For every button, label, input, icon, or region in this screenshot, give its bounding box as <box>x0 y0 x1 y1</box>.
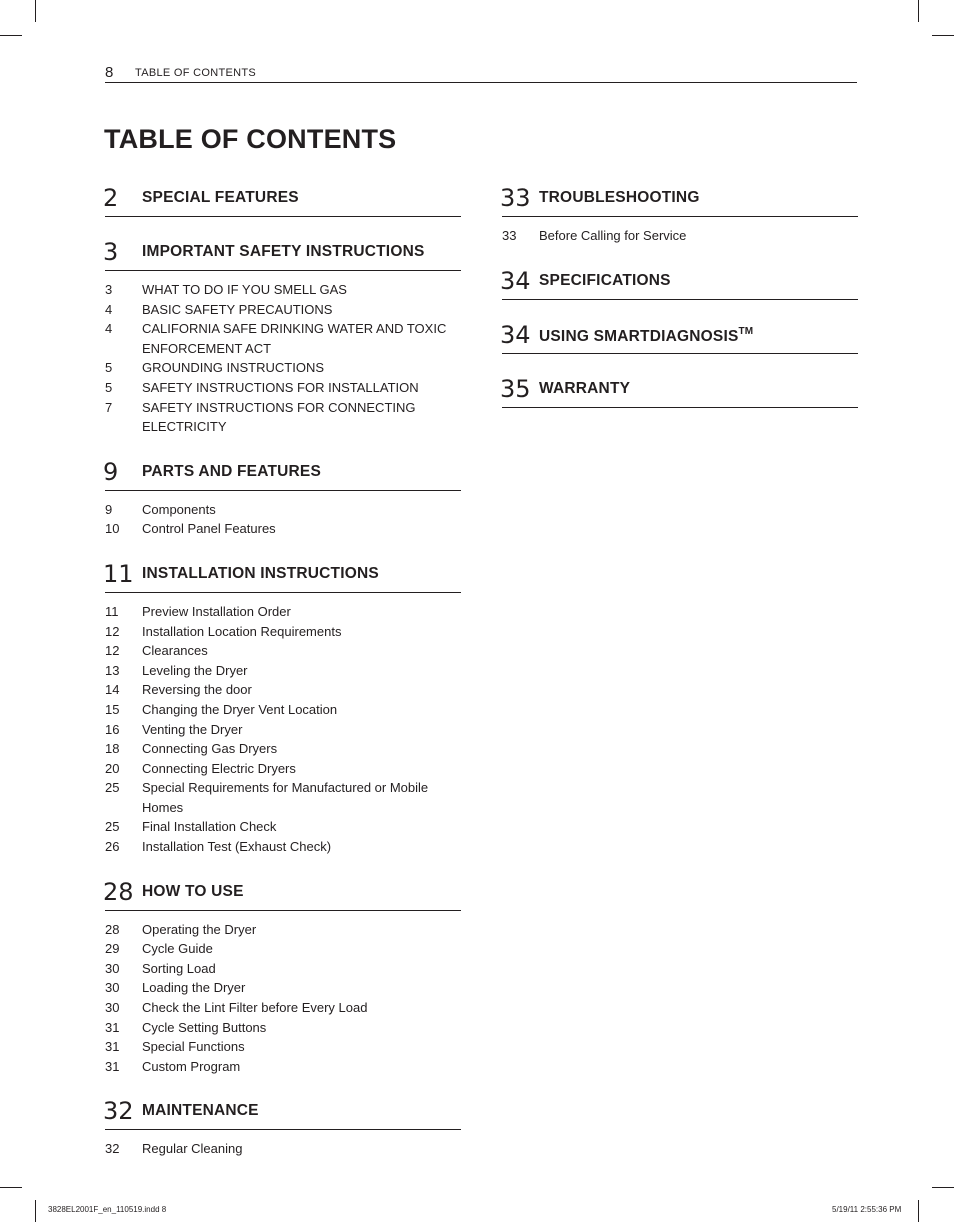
entry-list <box>105 271 461 437</box>
section-page-number: 9 <box>103 457 119 486</box>
section-title-text: WARRANTY <box>539 379 631 397</box>
toc-entry[interactable] <box>105 837 461 857</box>
crop-mark <box>35 1200 36 1222</box>
section-title <box>142 565 379 583</box>
toc-entry[interactable] <box>105 778 461 817</box>
section-title-text: USING SMARTDIAGNOSIS <box>539 327 739 345</box>
section-heading[interactable] <box>105 1093 461 1130</box>
entry-title: Cycle Setting Buttons <box>142 1019 267 1035</box>
toc-entry[interactable] <box>105 319 461 358</box>
section-page-number: 35 <box>500 374 531 403</box>
section-title <box>539 326 753 346</box>
toc-entry[interactable] <box>105 519 461 539</box>
toc-section <box>105 234 461 437</box>
section-page-number: 33 <box>500 184 531 212</box>
entry-page-number: 3 <box>105 282 113 297</box>
page-number: 8 <box>105 64 114 81</box>
entry-title: Before Calling for Service <box>539 228 687 243</box>
section-title <box>539 272 671 290</box>
entry-page-number: 14 <box>105 682 120 698</box>
section-title-text: MAINTENANCE <box>142 1102 259 1120</box>
entry-title: Special Functions <box>142 1039 245 1055</box>
toc-section <box>502 180 858 246</box>
crop-mark <box>918 0 919 22</box>
entry-title: Installation Location Requirements <box>142 623 342 639</box>
section-page-number: 32 <box>103 1097 134 1126</box>
section-page-number: 28 <box>103 877 134 906</box>
entry-title: Preview Installation Order <box>142 603 291 619</box>
toc-entry[interactable] <box>105 817 461 837</box>
section-title <box>539 189 700 207</box>
entry-title: Custom Program <box>142 1058 241 1074</box>
toc-left-column <box>105 180 461 1176</box>
crop-mark <box>932 1187 954 1188</box>
section-title-text: TROUBLESHOOTING <box>539 189 700 206</box>
toc-section <box>105 874 461 1077</box>
section-title <box>539 380 630 398</box>
entry-list <box>105 911 461 1077</box>
section-page-number: 3 <box>103 238 119 266</box>
entry-title: CALIFORNIA SAFE DRINKING WATER AND TOXIC ENFORCEMENT ACT <box>142 321 447 356</box>
entry-title: GROUNDING INSTRUCTIONS <box>142 360 324 376</box>
entry-title: Cycle Guide <box>142 941 213 957</box>
toc-section <box>105 556 461 857</box>
entry-title: Venting the Dryer <box>142 721 243 737</box>
toc-entry[interactable] <box>105 700 461 720</box>
entry-page-number: 28 <box>105 921 120 937</box>
entry-page-number: 5 <box>105 360 113 376</box>
entry-page-number: 32 <box>105 1141 120 1157</box>
section-title-text: SPECIAL FEATURES <box>142 189 299 206</box>
entry-page-number: 5 <box>105 379 113 395</box>
print-timestamp: 5/19/11 2:55:36 PM <box>832 1205 902 1214</box>
entry-title: Special Requirements for Manufactured or Mobile Homes <box>142 780 429 815</box>
entry-page-number: 10 <box>105 521 120 537</box>
toc-section <box>502 317 858 354</box>
toc-entry[interactable] <box>105 622 461 642</box>
section-title <box>142 1102 259 1120</box>
entry-page-number: 12 <box>105 643 120 659</box>
toc-entry[interactable] <box>105 1037 461 1057</box>
entry-page-number: 30 <box>105 980 120 996</box>
section-heading[interactable] <box>105 180 461 217</box>
section-title <box>142 243 425 261</box>
entry-title: WHAT TO DO IF YOU SMELL GAS <box>142 282 347 297</box>
toc-section <box>105 180 461 217</box>
toc-entry[interactable] <box>105 939 461 959</box>
entry-list <box>105 1130 461 1159</box>
entry-title: Changing the Dryer Vent Location <box>142 701 338 717</box>
trademark-mark: TM <box>738 325 754 337</box>
section-heading[interactable] <box>502 263 858 300</box>
toc-entry[interactable] <box>105 920 461 940</box>
section-page-number: 34 <box>500 266 531 295</box>
entry-page-number: 16 <box>105 721 120 737</box>
section-heading[interactable] <box>105 556 461 593</box>
entry-title: Connecting Electric Dryers <box>142 760 296 776</box>
section-heading[interactable] <box>502 371 858 408</box>
page-title: TABLE OF CONTENTS <box>104 124 397 154</box>
entry-title: Loading the Dryer <box>142 980 246 996</box>
running-header <box>105 62 857 83</box>
toc-entry[interactable] <box>105 720 461 740</box>
section-title <box>142 189 299 207</box>
entry-title: Operating the Dryer <box>142 921 257 937</box>
toc-section <box>105 454 461 539</box>
entry-title: Clearances <box>142 643 208 659</box>
entry-page-number: 11 <box>105 603 119 619</box>
entry-title: Installation Test (Exhaust Check) <box>142 839 332 855</box>
toc-entry[interactable] <box>105 300 461 320</box>
section-page-number: 2 <box>103 184 119 212</box>
section-heading[interactable] <box>502 317 858 354</box>
entry-list <box>105 491 461 539</box>
entry-page-number: 4 <box>105 301 113 317</box>
entry-title: Leveling the Dryer <box>142 662 248 678</box>
entry-page-number: 26 <box>105 839 120 855</box>
entry-page-number: 7 <box>105 399 113 415</box>
section-title-text: PARTS AND FEATURES <box>142 462 321 480</box>
section-title <box>142 463 321 481</box>
section-title-text: IMPORTANT SAFETY INSTRUCTIONS <box>142 243 425 260</box>
entry-page-number: 15 <box>105 701 120 717</box>
entry-page-number: 31 <box>105 1058 120 1074</box>
section-title-text: INSTALLATION INSTRUCTIONS <box>142 564 379 582</box>
toc-entry[interactable] <box>105 398 461 437</box>
entry-page-number: 31 <box>105 1039 120 1055</box>
entry-title: SAFETY INSTRUCTIONS FOR CONNECTING ELECTRICITY <box>142 399 416 435</box>
toc-entry[interactable] <box>105 500 461 520</box>
running-title: TABLE OF CONTENTS <box>135 67 257 79</box>
entry-list <box>105 593 461 857</box>
entry-title: Regular Cleaning <box>142 1141 243 1157</box>
entry-page-number: 12 <box>105 623 120 639</box>
toc-entry[interactable] <box>105 280 461 300</box>
file-slug: 3828EL2001F_en_110519.indd 8 <box>48 1205 167 1214</box>
toc-entry[interactable] <box>105 680 461 700</box>
section-heading[interactable] <box>105 454 461 491</box>
entry-title: Components <box>142 501 216 517</box>
entry-page-number: 29 <box>105 941 120 957</box>
toc-entry[interactable] <box>105 602 461 622</box>
crop-mark <box>0 35 22 36</box>
entry-list <box>502 217 858 246</box>
toc-section <box>502 263 858 300</box>
toc-entry[interactable] <box>105 661 461 681</box>
entry-page-number: 20 <box>105 760 120 776</box>
entry-title: Final Installation Check <box>142 819 277 835</box>
section-heading[interactable] <box>502 180 858 217</box>
entry-title: Reversing the door <box>142 682 252 698</box>
section-title <box>142 883 244 901</box>
toc-entry[interactable] <box>105 378 461 398</box>
entry-title: Check the Lint Filter before Every Load <box>142 1000 368 1016</box>
entry-title: SAFETY INSTRUCTIONS FOR INSTALLATION <box>142 379 419 395</box>
toc-entry[interactable] <box>105 739 461 759</box>
entry-page-number: 13 <box>105 662 120 678</box>
toc-entry[interactable] <box>105 1018 461 1038</box>
toc-right-column <box>502 180 858 425</box>
toc-entry[interactable] <box>105 978 461 998</box>
entry-title: Sorting Load <box>142 960 216 976</box>
entry-page-number: 25 <box>105 819 120 835</box>
entry-title: BASIC SAFETY PRECAUTIONS <box>142 301 333 317</box>
entry-page-number: 25 <box>105 780 120 796</box>
toc-entry[interactable] <box>105 959 461 979</box>
section-title-text: SPECIFICATIONS <box>539 271 671 289</box>
toc-entry[interactable] <box>105 1139 461 1159</box>
entry-page-number: 30 <box>105 1000 120 1016</box>
crop-mark <box>0 1187 22 1188</box>
section-heading[interactable] <box>105 234 461 271</box>
toc-entry[interactable] <box>502 226 858 246</box>
crop-mark <box>918 1200 919 1222</box>
toc-section <box>105 1093 461 1159</box>
section-page-number: 11 <box>103 559 134 588</box>
entry-page-number: 30 <box>105 960 120 976</box>
toc-entry[interactable] <box>105 358 461 378</box>
entry-title: Control Panel Features <box>142 521 276 537</box>
section-page-number: 34 <box>500 320 531 349</box>
toc-entry[interactable] <box>105 641 461 661</box>
toc-entry[interactable] <box>105 1057 461 1077</box>
entry-page-number: 18 <box>105 741 120 757</box>
entry-page-number: 9 <box>105 501 113 517</box>
entry-page-number: 33 <box>502 228 517 243</box>
entry-page-number: 4 <box>105 321 113 337</box>
section-heading[interactable] <box>105 874 461 911</box>
entry-title: Connecting Gas Dryers <box>142 741 278 757</box>
toc-entry[interactable] <box>105 998 461 1018</box>
toc-section <box>502 371 858 408</box>
crop-mark <box>35 0 36 22</box>
crop-mark <box>932 35 954 36</box>
section-title-text: HOW TO USE <box>142 882 244 900</box>
toc-entry[interactable] <box>105 759 461 779</box>
entry-page-number: 31 <box>105 1019 120 1035</box>
